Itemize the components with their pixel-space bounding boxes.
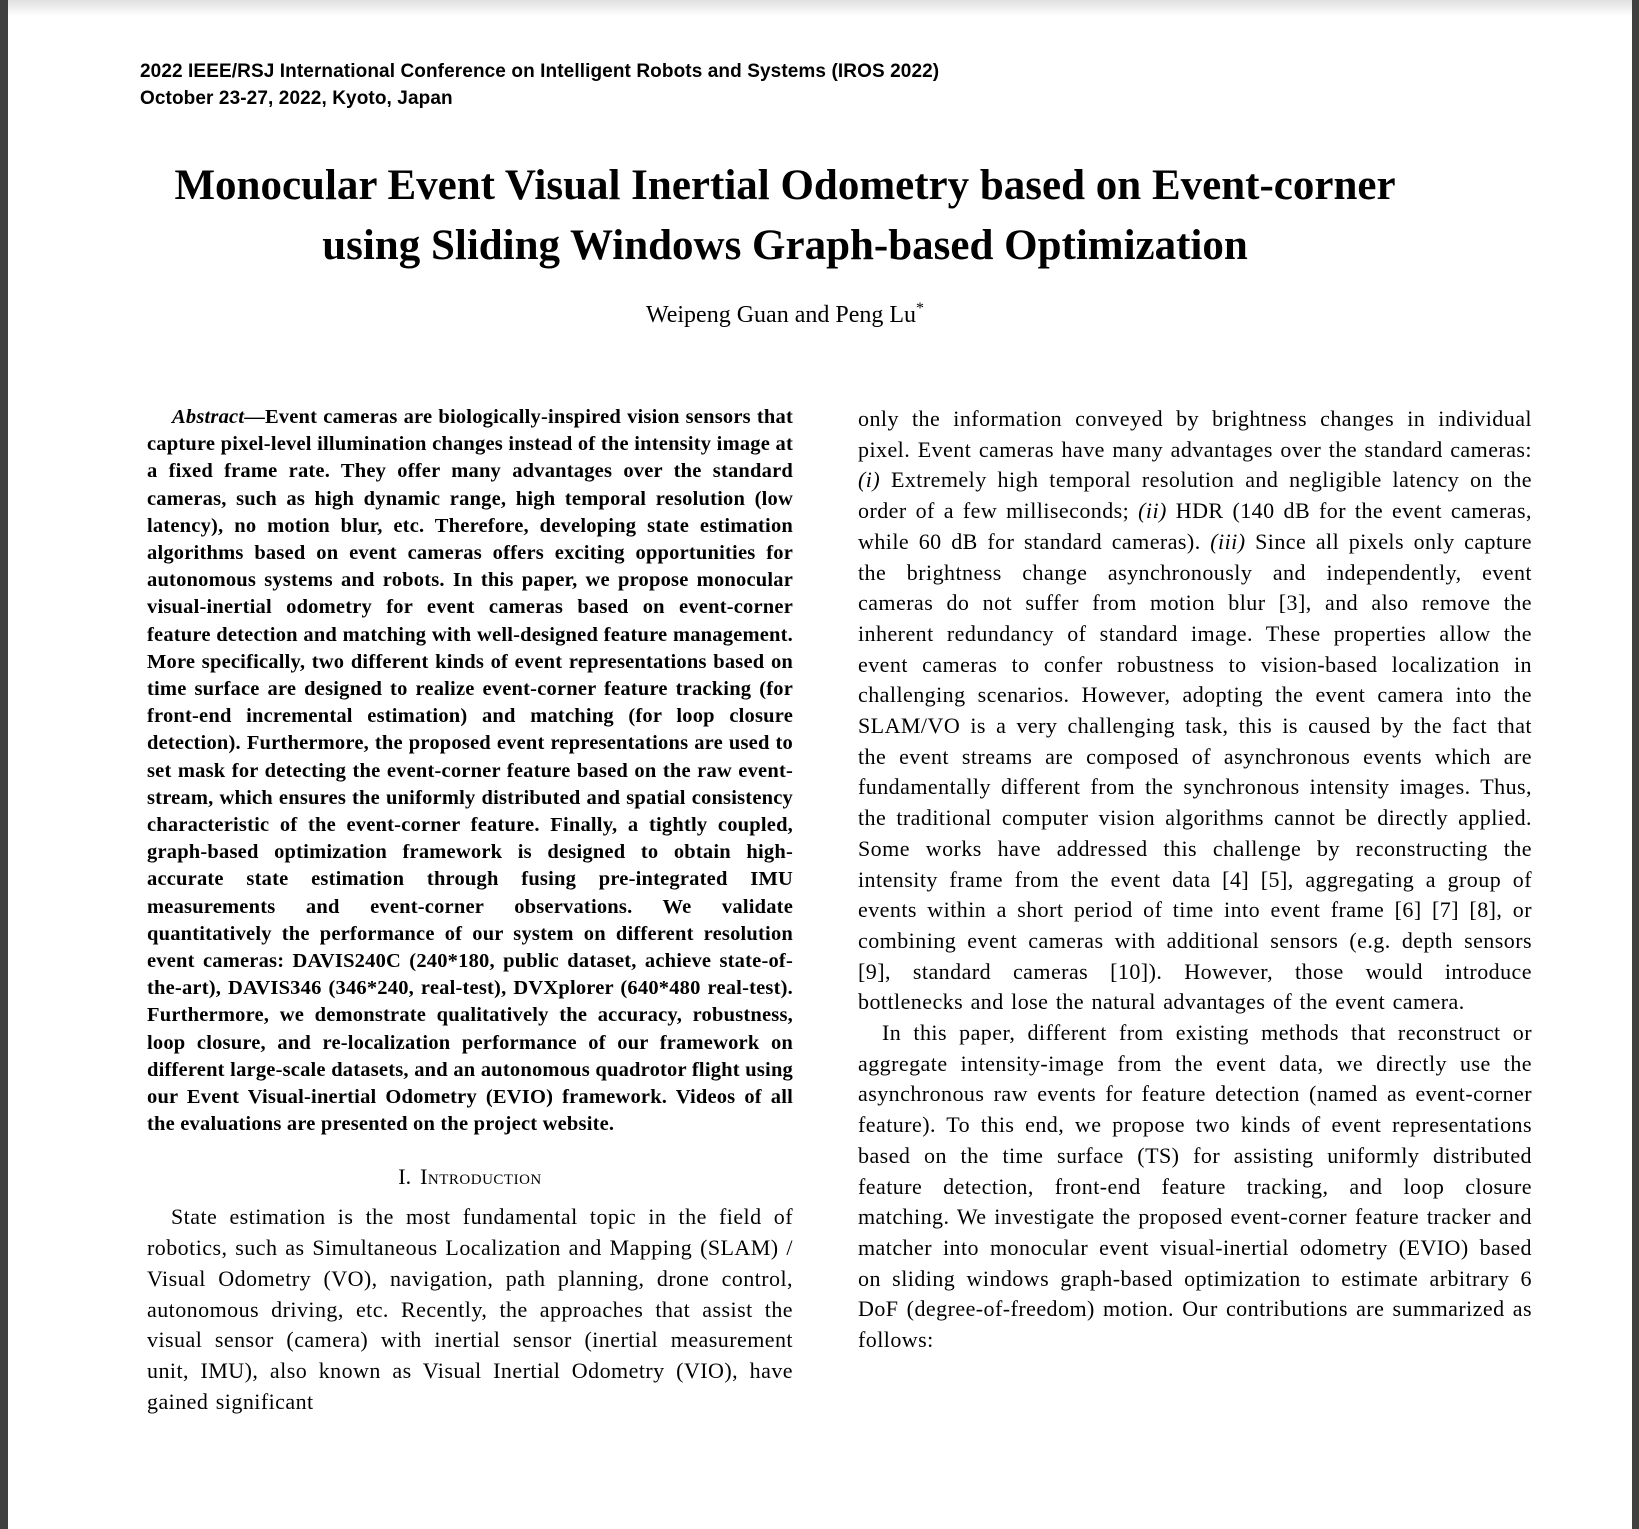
section-title: Introduction	[420, 1164, 542, 1190]
conference-header-line2: October 23-27, 2022, Kyoto, Japan	[140, 88, 453, 109]
paper-title	[120, 156, 1450, 276]
left-column	[147, 404, 793, 1417]
right-p1-seg2: Extremely high temporal resolution and negligible latency on the order of a few milliseconds;	[858, 467, 1532, 524]
authors-line	[120, 300, 1450, 329]
abstract-body: Event cameras are biologically-inspired vision sensors that capture pixel-level illumination changes instead of the intensity image at a fixed frame rate. They offer many advantages over the standard cameras, such as high dynamic range, high temporal resolution (low latency), no motion blur, etc. Therefore, developing state estimation algorithms based on event cameras offers exciting opportunities for autonomous systems and robots. In this paper, we propose monocular visual-inertial odometry for event cameras based on event-corner feature detection and matching with well-designed feature management. More specifically, two different kinds of event representations based on time surface are designed to realize event-corner feature tracking (for front-end incremental estimation) and matching (for loop closure detection). Furthermore, the proposed event representations are used to set mask for detecting the event-corner feature based on the raw event-stream, which ensures the uniformly distributed and spatial consistency characteristic of the event-corner feature. Finally, a tightly coupled, graph-based optimization framework is designed to obtain high-accurate state estimation through fusing pre-integrated IMU measurements and event-corner observations. We validate quantitatively the performance of our system on different resolution event cameras: DAVIS240C (240*180, public dataset, achieve state-of-the-art), DAVIS346 (346*240, real-test), DVXplorer (640*480 real-test). Furthermore, we demonstrate qualitatively the accuracy, robustness, loop closure, and re-localization performance of our framework on different large-scale datasets, and an autonomous quadrotor flight using our Event Visual-inertial Odometry (EVIO) framework. Videos of all the evaluations are presented on the project website.	[147, 406, 793, 1136]
paper-title-line1: Monocular Event Visual Inertial Odometry based on Event-corner	[174, 162, 1396, 209]
abstract-paragraph	[147, 404, 793, 1138]
section-heading-introduction	[147, 1164, 793, 1190]
section-number: I.	[398, 1164, 412, 1190]
right-p1-seg3: HDR (140 dB for the event cameras, while 60 dB for standard cameras).	[858, 498, 1532, 554]
conference-header	[140, 58, 939, 112]
right-paragraph-2: In this paper, different from existing methods that reconstruct or aggregate intensity-image from the event data, we directly use the asynchronous raw events for feature detection (named as event-corner feature). To this end, we propose two kinds of event representations based on the time surface (TS) for assisting uniformly distributed feature detection, front-end feature tracking, and loop closure matching. We investigate the proposed event-corner feature tracker and matcher into monocular event visual-inertial odometry (EVIO) based on sliding windows graph-based optimization to estimate arbitrary 6 DoF (degree-of-freedom) motion. Our contributions are summarized as follows:	[858, 1020, 1532, 1353]
intro-paragraph: State estimation is the most fundamental topic in the field of robotics, such as Simultaneous Localization and Mapping (SLAM) / Visual Odometry (VO), navigation, path planning, drone control, autonomous driving, etc. Recently, the approaches that assist the visual sensor (camera) with inertial sensor (inertial measurement unit, IMU), also known as Visual Inertial Odometry (VIO), have gained significant	[147, 1204, 793, 1414]
roman-numeral-iii: (iii)	[1210, 528, 1246, 554]
right-p1-seg1: only the information conveyed by brightness changes in individual pixel. Event cameras have many advantages over the standard cameras:	[858, 406, 1532, 462]
right-page-border	[1632, 0, 1639, 1529]
roman-numeral-i: (i)	[858, 467, 881, 493]
conference-header-line1: 2022 IEEE/RSJ International Conference on Intelligent Robots and Systems (IROS 2022)	[140, 61, 940, 82]
abstract-dash: —	[244, 406, 265, 428]
left-page-border	[0, 0, 8, 1529]
right-paragraph-1	[858, 404, 1532, 1018]
paper-title-line2: using Sliding Windows Graph-based Optimization	[322, 222, 1248, 269]
top-edge-shadow	[0, 0, 1639, 16]
author-note-asterisk: *	[916, 300, 924, 317]
right-p1-seg4: Since all pixels only capture the brightness change asynchronously and independently, event cameras do not suffer from motion blur [3], and also remove the inherent redundancy of standard image. These properties allow the event cameras to confer robustness to vision-based localization in challenging scenarios. However, adopting the event camera into the SLAM/VO is a very challenging task, this is caused by the fact that the event streams are composed of asynchronous events which are fundamentally different from the synchronous intensity images. Thus, the traditional computer vision algorithms cannot be directly applied. Some works have addressed this challenge by reconstructing the intensity frame from the event data [4] [5], aggregating a group of events within a short period of time into event frame [6] [7] [8], or combining event cameras with additional sensors (e.g. depth sensors [9], standard cameras [10]). However, those would introduce bottlenecks and lose the natural advantages of the event camera.	[858, 528, 1532, 1015]
author-names: Weipeng Guan and Peng Lu	[646, 302, 916, 328]
right-column	[858, 404, 1532, 1356]
abstract-label: Abstract	[172, 406, 245, 428]
roman-numeral-ii: (ii)	[1138, 498, 1167, 524]
